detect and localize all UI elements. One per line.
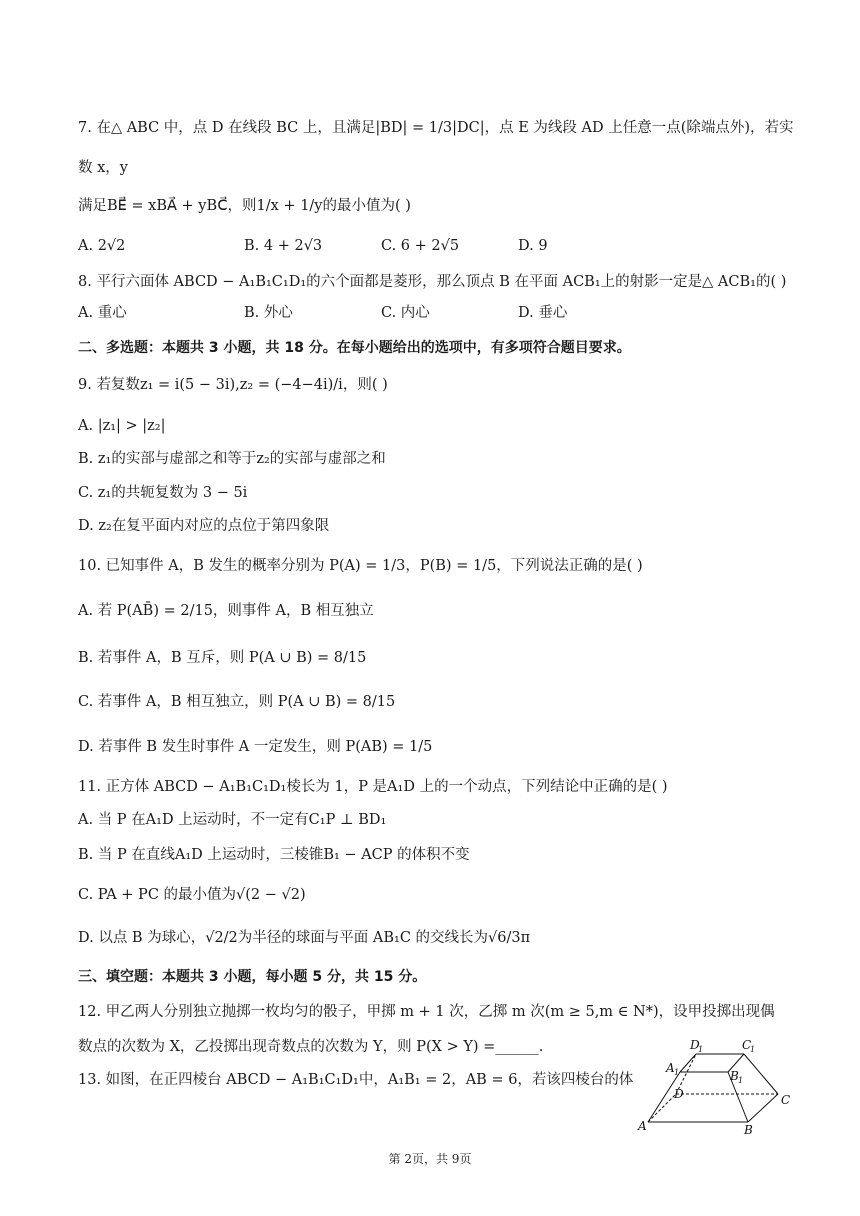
q10-option-d: D. 若事件 B 发生时事件 A 一定发生，则 P(AB) = 1/5 — [78, 739, 433, 755]
q11-option-a: A. 当 P 在A₁D 上运动时，不一定有C₁P ⊥ BD₁ — [78, 812, 387, 828]
q8-stem: 8. 平行六面体 ABCD − A₁B₁C₁D₁的六个面都是菱形，那么顶点 B 在平面 ACB₁上的射影一定是△ ACB₁的( ) — [78, 274, 787, 290]
label-d: D — [674, 1087, 684, 1101]
q7-option-b: B. 4 + 2√3 — [244, 238, 323, 254]
q7-option-d: D. 9 — [518, 238, 548, 254]
label-c1: C — [742, 1038, 752, 1052]
q12-stem-line1: 12. 甲乙两人分别独立抛掷一枚均匀的骰子，甲掷 m + 1 次，乙掷 m 次(m ≥ 5,m ∈ N*)，设甲投掷出现偶 — [78, 1004, 775, 1020]
q8-option-d: D. 垂心 — [518, 305, 568, 321]
q11-option-b: B. 当 P 在直线A₁D 上运动时，三棱锥B₁ − ACP 的体积不变 — [78, 847, 470, 863]
label-c1-sub: 1 — [750, 1045, 756, 1054]
q9-option-b: B. z₁的实部与虚部之和等于z₂的实部与虚部之和 — [78, 451, 386, 467]
label-a1-sub: 1 — [674, 1068, 680, 1077]
label-c: C — [781, 1093, 791, 1107]
q10-option-a: A. 若 P(AB̄) = 2/15，则事件 A，B 相互独立 — [78, 603, 374, 619]
q8-options — [78, 303, 638, 323]
label-a: A — [638, 1119, 647, 1133]
label-d1-sub: 1 — [698, 1045, 704, 1054]
q9-option-a: A. |z₁| > |z₂| — [78, 418, 166, 434]
q7-stem-line1: 7. 在△ ABC 中，点 D 在线段 BC 上，且满足|BD| = 1/3|DC|，点 E 为线段 AD 上任意一点(除端点外)，若实 — [78, 120, 794, 136]
section-heading-multi-choice: 二、多选题：本题共 3 小题，共 18 分。在每小题给出的选项中，有多项符合题目要求。 — [78, 340, 631, 356]
q7-stem-line3: 满足BE⃗ = xBA⃗ + yBC⃗，则1/x + 1/y的最小值为( ) — [78, 198, 411, 214]
label-b: B — [744, 1123, 753, 1137]
q8-option-b: B. 外心 — [244, 305, 293, 321]
q10-option-c: C. 若事件 A，B 相互独立，则 P(A ∪ B) = 8/15 — [78, 694, 396, 710]
q10-stem: 10. 已知事件 A，B 发生的概率分别为 P(A) = 1/3，P(B) = 1/5，下列说法正确的是( ) — [78, 558, 643, 574]
q9-option-d: D. z₂在复平面内对应的点位于第四象限 — [78, 518, 330, 534]
page-footer: 第 2页，共 9页 — [388, 1152, 472, 1166]
q13-stem: 13. 如图，在正四棱台 ABCD − A₁B₁C₁D₁中，A₁B₁ = 2，AB = 6，若该四棱台的体 — [78, 1072, 634, 1088]
q11-option-c: C. PA + PC 的最小值为√(2 − √2) — [78, 887, 306, 903]
q11-stem: 11. 正方体 ABCD − A₁B₁C₁D₁棱长为 1，P 是A₁D 上的一个动点，下列结论中正确的是( ) — [78, 779, 668, 795]
q9-stem: 9. 若复数z₁ = i(5 − 3i),z₂ = (−4−4i)/i，则( ) — [78, 377, 388, 393]
q10-option-b: B. 若事件 A，B 互斥，则 P(A ∪ B) = 8/15 — [78, 650, 367, 666]
frustum-figure — [636, 1028, 796, 1138]
q7-option-a: A. 2√2 — [78, 238, 126, 254]
label-a1: A — [666, 1061, 675, 1075]
q12-stem-line2: 数点的次数为 X，乙投掷出现奇数点的次数为 Y，则 P(X > Y) =______. — [78, 1039, 544, 1055]
q8-option-c: C. 内心 — [381, 305, 430, 321]
q11-option-d: D. 以点 B 为球心，√2/2为半径的球面与平面 AB₁C 的交线长为√6/3π — [78, 930, 531, 946]
q8-option-a: A. 重心 — [78, 305, 127, 321]
label-b1: B — [730, 1069, 739, 1083]
q9-option-c: C. z₁的共轭复数为 3 − 5i — [78, 485, 248, 501]
section-heading-fill-in: 三、填空题：本题共 3 小题，每小题 5 分，共 15 分。 — [78, 969, 427, 985]
q7-option-c: C. 6 + 2√5 — [381, 238, 460, 254]
q7-options — [78, 236, 638, 256]
label-d1: D — [690, 1038, 700, 1052]
label-b1-sub: 1 — [738, 1076, 744, 1085]
q7-stem-line2: 数 x，y — [78, 160, 128, 176]
